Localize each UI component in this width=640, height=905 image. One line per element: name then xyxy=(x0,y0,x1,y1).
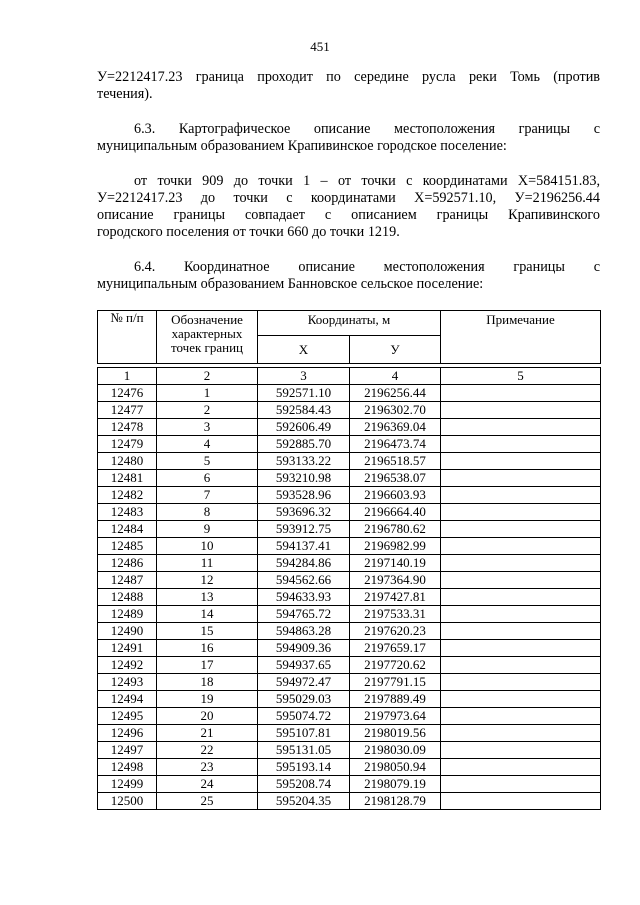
table-row xyxy=(98,521,601,538)
cell-y: 2198030.09 xyxy=(350,742,441,759)
column-number: 4 xyxy=(350,368,441,385)
header-x: Х xyxy=(258,336,350,364)
cell-y: 2198019.56 xyxy=(350,725,441,742)
cell-point: 6 xyxy=(157,470,258,487)
cell-x: 594633.93 xyxy=(258,589,350,606)
coordinates-table xyxy=(97,310,601,810)
cell-point: 7 xyxy=(157,487,258,504)
table-row xyxy=(98,606,601,623)
cell-y: 2197659.17 xyxy=(350,640,441,657)
cell-num: 12478 xyxy=(98,419,157,436)
cell-x: 594909.36 xyxy=(258,640,350,657)
cell-note xyxy=(441,691,601,708)
cell-y: 2196780.62 xyxy=(350,521,441,538)
cell-x: 593528.96 xyxy=(258,487,350,504)
header-note: Примечание xyxy=(441,311,601,364)
cell-note xyxy=(441,419,601,436)
table-row xyxy=(98,674,601,691)
column-number: 2 xyxy=(157,368,258,385)
cell-num: 12480 xyxy=(98,453,157,470)
cell-note xyxy=(441,555,601,572)
cell-num: 12476 xyxy=(98,385,157,402)
cell-note xyxy=(441,538,601,555)
cell-note xyxy=(441,657,601,674)
cell-point: 25 xyxy=(157,793,258,810)
paragraph-boundary-tom-river xyxy=(97,69,600,103)
paragraph-line: от точки 909 до точки 1 – от точки с координатами Х=584151.83, xyxy=(134,173,600,189)
cell-num: 12479 xyxy=(98,436,157,453)
table-row xyxy=(98,487,601,504)
cell-point: 23 xyxy=(157,759,258,776)
header-num: № п/п xyxy=(98,311,157,364)
table-row xyxy=(98,708,601,725)
table-row xyxy=(98,555,601,572)
cell-point: 4 xyxy=(157,436,258,453)
cell-point: 20 xyxy=(157,708,258,725)
cell-y: 2198079.19 xyxy=(350,776,441,793)
cell-num: 12485 xyxy=(98,538,157,555)
cell-x: 595107.81 xyxy=(258,725,350,742)
cell-y: 2196664.40 xyxy=(350,504,441,521)
table-row xyxy=(98,402,601,419)
table-row xyxy=(98,742,601,759)
cell-y: 2198128.79 xyxy=(350,793,441,810)
page-number: 451 xyxy=(310,39,330,54)
table-row xyxy=(98,657,601,674)
cell-point: 1 xyxy=(157,385,258,402)
header-coordinates: Координаты, м xyxy=(258,311,441,336)
cell-note xyxy=(441,640,601,657)
table-row xyxy=(98,725,601,742)
table-row xyxy=(98,419,601,436)
column-number: 5 xyxy=(441,368,601,385)
cell-note xyxy=(441,487,601,504)
cell-point: 24 xyxy=(157,776,258,793)
cell-point: 10 xyxy=(157,538,258,555)
cell-num: 12500 xyxy=(98,793,157,810)
cell-y: 2196603.93 xyxy=(350,487,441,504)
cell-y: 2196473.74 xyxy=(350,436,441,453)
cell-x: 595029.03 xyxy=(258,691,350,708)
cell-num: 12481 xyxy=(98,470,157,487)
cell-note xyxy=(441,606,601,623)
cell-note xyxy=(441,385,601,402)
cell-x: 593133.22 xyxy=(258,453,350,470)
cell-num: 12496 xyxy=(98,725,157,742)
cell-num: 12486 xyxy=(98,555,157,572)
cell-point: 18 xyxy=(157,674,258,691)
cell-point: 15 xyxy=(157,623,258,640)
cell-x: 593912.75 xyxy=(258,521,350,538)
cell-point: 9 xyxy=(157,521,258,538)
cell-y: 2197427.81 xyxy=(350,589,441,606)
cell-num: 12492 xyxy=(98,657,157,674)
cell-y: 2197140.19 xyxy=(350,555,441,572)
table-row xyxy=(98,759,601,776)
section-6-3-description xyxy=(97,173,600,241)
section-6-4-heading xyxy=(97,259,600,293)
cell-num: 12497 xyxy=(98,742,157,759)
cell-y: 2197973.64 xyxy=(350,708,441,725)
table-row xyxy=(98,453,601,470)
cell-note xyxy=(441,742,601,759)
cell-x: 594284.86 xyxy=(258,555,350,572)
table-row xyxy=(98,793,601,810)
cell-num: 12494 xyxy=(98,691,157,708)
section-6-3-heading xyxy=(97,121,600,155)
cell-x: 595193.14 xyxy=(258,759,350,776)
table-row xyxy=(98,470,601,487)
cell-point: 22 xyxy=(157,742,258,759)
table-row xyxy=(98,691,601,708)
cell-x: 595204.35 xyxy=(258,793,350,810)
cell-num: 12498 xyxy=(98,759,157,776)
cell-note xyxy=(441,589,601,606)
cell-num: 12487 xyxy=(98,572,157,589)
table-header xyxy=(98,311,601,385)
table-row xyxy=(98,623,601,640)
table-body xyxy=(98,385,601,810)
cell-point: 21 xyxy=(157,725,258,742)
cell-point: 3 xyxy=(157,419,258,436)
cell-note xyxy=(441,623,601,640)
paragraph-line: муниципальным образованием Банновское сельское поселение: xyxy=(97,276,484,292)
paragraph-line: течения). xyxy=(97,86,153,102)
cell-point: 5 xyxy=(157,453,258,470)
cell-x: 595131.05 xyxy=(258,742,350,759)
cell-note xyxy=(441,759,601,776)
cell-num: 12477 xyxy=(98,402,157,419)
cell-y: 2197533.31 xyxy=(350,606,441,623)
table-row xyxy=(98,589,601,606)
paragraph-line: 6.4. Координатное описание местоположения границы с xyxy=(134,259,600,275)
cell-x: 593696.32 xyxy=(258,504,350,521)
cell-x: 594972.47 xyxy=(258,674,350,691)
cell-point: 16 xyxy=(157,640,258,657)
cell-note xyxy=(441,521,601,538)
cell-note xyxy=(441,725,601,742)
cell-x: 594937.65 xyxy=(258,657,350,674)
cell-y: 2196538.07 xyxy=(350,470,441,487)
cell-x: 594863.28 xyxy=(258,623,350,640)
table-row xyxy=(98,776,601,793)
cell-point: 17 xyxy=(157,657,258,674)
cell-x: 595208.74 xyxy=(258,776,350,793)
paragraph-line: городского поселения от точки 660 до точки 1219. xyxy=(97,224,400,240)
cell-point: 14 xyxy=(157,606,258,623)
header-y: У xyxy=(350,336,441,364)
table-row xyxy=(98,572,601,589)
cell-num: 12499 xyxy=(98,776,157,793)
cell-point: 2 xyxy=(157,402,258,419)
table-row xyxy=(98,385,601,402)
header-designation: Обозначение характерных точек границ xyxy=(157,311,258,364)
cell-y: 2196369.04 xyxy=(350,419,441,436)
cell-num: 12490 xyxy=(98,623,157,640)
cell-note xyxy=(441,572,601,589)
cell-num: 12491 xyxy=(98,640,157,657)
cell-num: 12495 xyxy=(98,708,157,725)
cell-note xyxy=(441,453,601,470)
column-numbers-row xyxy=(98,368,601,385)
cell-note xyxy=(441,402,601,419)
cell-num: 12489 xyxy=(98,606,157,623)
cell-y: 2197889.49 xyxy=(350,691,441,708)
table-row xyxy=(98,640,601,657)
cell-note xyxy=(441,470,601,487)
cell-y: 2197720.62 xyxy=(350,657,441,674)
paragraph-line: У=2212417.23 до точки с координатами Х=592571.10, У=2196256.44 xyxy=(97,190,600,206)
cell-y: 2198050.94 xyxy=(350,759,441,776)
cell-x: 593210.98 xyxy=(258,470,350,487)
cell-num: 12488 xyxy=(98,589,157,606)
cell-note xyxy=(441,504,601,521)
cell-note xyxy=(441,793,601,810)
cell-note xyxy=(441,436,601,453)
cell-num: 12493 xyxy=(98,674,157,691)
cell-x: 592606.49 xyxy=(258,419,350,436)
cell-point: 11 xyxy=(157,555,258,572)
cell-y: 2197620.23 xyxy=(350,623,441,640)
cell-point: 19 xyxy=(157,691,258,708)
cell-x: 594137.41 xyxy=(258,538,350,555)
cell-num: 12482 xyxy=(98,487,157,504)
cell-point: 13 xyxy=(157,589,258,606)
paragraph-line: 6.3. Картографическое описание местоположения границы с xyxy=(134,121,600,137)
cell-point: 8 xyxy=(157,504,258,521)
column-number: 1 xyxy=(98,368,157,385)
cell-x: 592885.70 xyxy=(258,436,350,453)
paragraph-line: У=2212417.23 граница проходит по середине русла реки Томь (против xyxy=(97,69,600,85)
table-row xyxy=(98,436,601,453)
cell-y: 2196518.57 xyxy=(350,453,441,470)
cell-x: 595074.72 xyxy=(258,708,350,725)
cell-x: 594562.66 xyxy=(258,572,350,589)
cell-x: 592571.10 xyxy=(258,385,350,402)
cell-note xyxy=(441,674,601,691)
cell-y: 2196982.99 xyxy=(350,538,441,555)
paragraph-line: муниципальным образованием Крапивинское городское поселение: xyxy=(97,138,507,154)
cell-y: 2196302.70 xyxy=(350,402,441,419)
paragraph-line: описание границы совпадает с описанием границы Крапивинского xyxy=(97,207,600,223)
cell-y: 2196256.44 xyxy=(350,385,441,402)
cell-note xyxy=(441,708,601,725)
cell-y: 2197791.15 xyxy=(350,674,441,691)
cell-x: 592584.43 xyxy=(258,402,350,419)
cell-num: 12484 xyxy=(98,521,157,538)
cell-num: 12483 xyxy=(98,504,157,521)
table-row xyxy=(98,504,601,521)
table-row xyxy=(98,538,601,555)
column-number: 3 xyxy=(258,368,350,385)
cell-x: 594765.72 xyxy=(258,606,350,623)
cell-point: 12 xyxy=(157,572,258,589)
cell-note xyxy=(441,776,601,793)
cell-y: 2197364.90 xyxy=(350,572,441,589)
